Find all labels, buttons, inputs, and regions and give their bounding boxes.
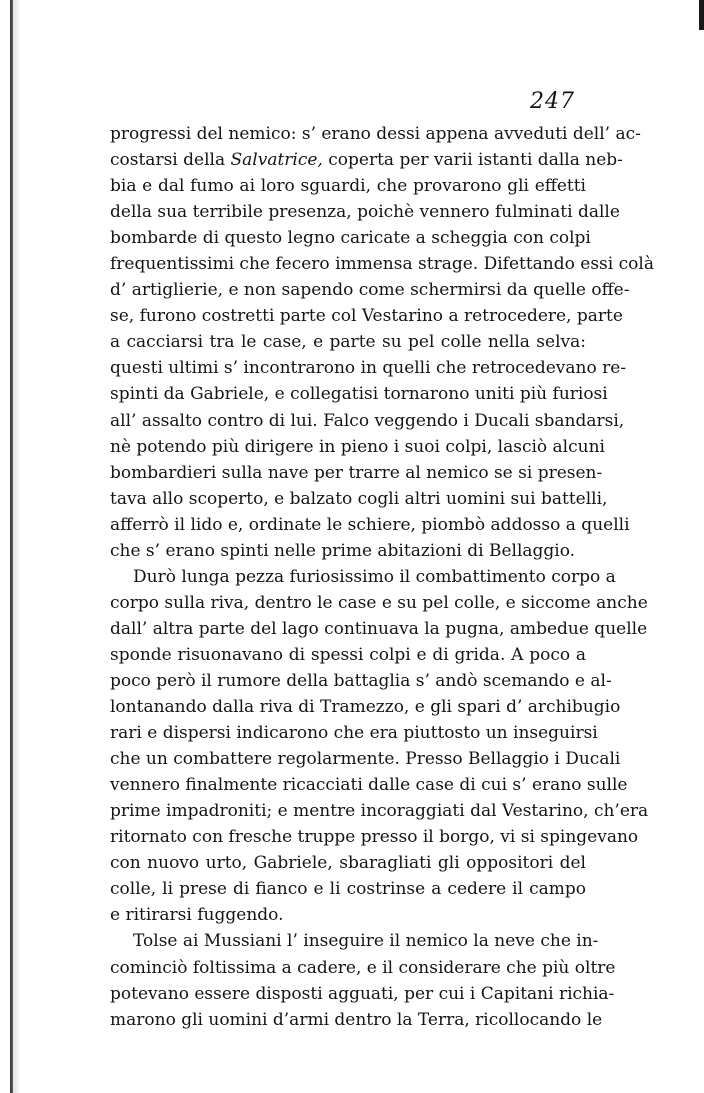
text-line: vennero finalmente ricacciati dalle case di cui s’ erano sulle	[110, 775, 628, 796]
text-line: marono gli uomini d’armi dentro la Terra, ricollocando le	[110, 1009, 603, 1030]
text-line: progressi del nemico: s’ erano dessi appena avveduti dell’ ac-	[110, 124, 641, 144]
text-line: con nuovo urto, Gabriele, sbaragliati gli oppositori del	[110, 853, 586, 874]
text-line	[110, 147, 623, 173]
text-line: questi ultimi s’ incontrarono in quelli che retrocedevano re-	[110, 358, 627, 379]
text-line: spinti da Gabriele, e collegatisi tornarono uniti più furiosi	[110, 384, 608, 405]
text-line: che un combattere regolarmente. Presso Bellaggio i Ducali	[110, 749, 621, 770]
text-line-start: costarsi della	[110, 150, 231, 171]
binding-shadow	[13, 0, 21, 1093]
text-line: all’ assalto contro di lui. Falco veggendo i Ducali sbandarsi,	[110, 410, 625, 431]
text-line: bombarde di questo legno caricate a scheggia con colpi	[110, 228, 591, 249]
text-line: sponde risuonavano di spessi colpi e di grida. A poco a	[110, 644, 586, 665]
text-line: d’ artiglierie, e non sapendo come schermirsi da quelle offe-	[110, 280, 630, 301]
paragraph-first-line: Tolse ai Mussiani l’ inseguire il nemico la neve che in-	[133, 931, 599, 952]
text-line: cominciò foltissima a cadere, e il considerare che più oltre	[110, 957, 616, 978]
text-line: afferrò il lido e, ordinate le schiere, piombò addosso a quelli	[110, 514, 630, 535]
text-line: se, furono costretti parte col Vestarino a retrocedere, parte	[110, 306, 623, 327]
text-line: bombardieri sulla nave per trarre al nemico se si presen-	[110, 462, 603, 483]
text-line: dall’ altra parte del lago continuava la pugna, ambedue quelle	[110, 618, 648, 639]
text-line: nè potendo più dirigere in pieno i suoi colpi, lasciò alcuni	[110, 436, 605, 457]
text-line: a cacciarsi tra le case, e parte su pel colle nella selva:	[110, 332, 586, 353]
text-line: poco però il rumore della battaglia s’ andò scemando e al-	[110, 670, 612, 691]
text-line: frequentissimi che fecero immensa strage. Difettando essi colà	[110, 254, 654, 275]
text-line: lontanando dalla riva di Tramezzo, e gli spari d’ archibugio	[110, 697, 621, 718]
paragraph-last-line: e ritirarsi fuggendo.	[110, 905, 284, 926]
text-line: prime impadroniti; e mentre incoraggiati dal Vestarino, ch’era	[110, 801, 649, 822]
text-line: bia e dal fumo ai loro sguardi, che provarono gli effetti	[110, 176, 586, 197]
scan-edge-mark	[699, 0, 704, 30]
text-line: potevano essere disposti agguati, per cui i Capitani richia-	[110, 983, 615, 1004]
text-line: della sua terribile presenza, poichè vennero fulminati dalle	[110, 202, 620, 223]
text-line: corpo sulla riva, dentro le case e su pel colle, e siccome anche	[110, 592, 648, 613]
page-number: 247	[530, 89, 575, 114]
ship-name-italic: Salvatrice,	[230, 150, 323, 171]
text-line-end: coperta per varii istanti dalla neb-	[322, 150, 623, 171]
paragraph-first-line: Durò lunga pezza furiosissimo il combattimento corpo a	[133, 566, 616, 587]
text-line: colle, li prese di fianco e li costrinse a cedere il campo	[110, 879, 586, 900]
body-text	[110, 121, 654, 1033]
paragraph-last-line: che s’ erano spinti nelle prime abitazioni di Bellaggio.	[110, 540, 576, 561]
text-line: rari e dispersi indicarono che era piuttosto un inseguirsi	[110, 723, 598, 744]
text-line: tava allo scoperto, e balzato cogli altri uomini sui battelli,	[110, 488, 608, 509]
text-line: ritornato con fresche truppe presso il borgo, vi si spingevano	[110, 827, 639, 848]
